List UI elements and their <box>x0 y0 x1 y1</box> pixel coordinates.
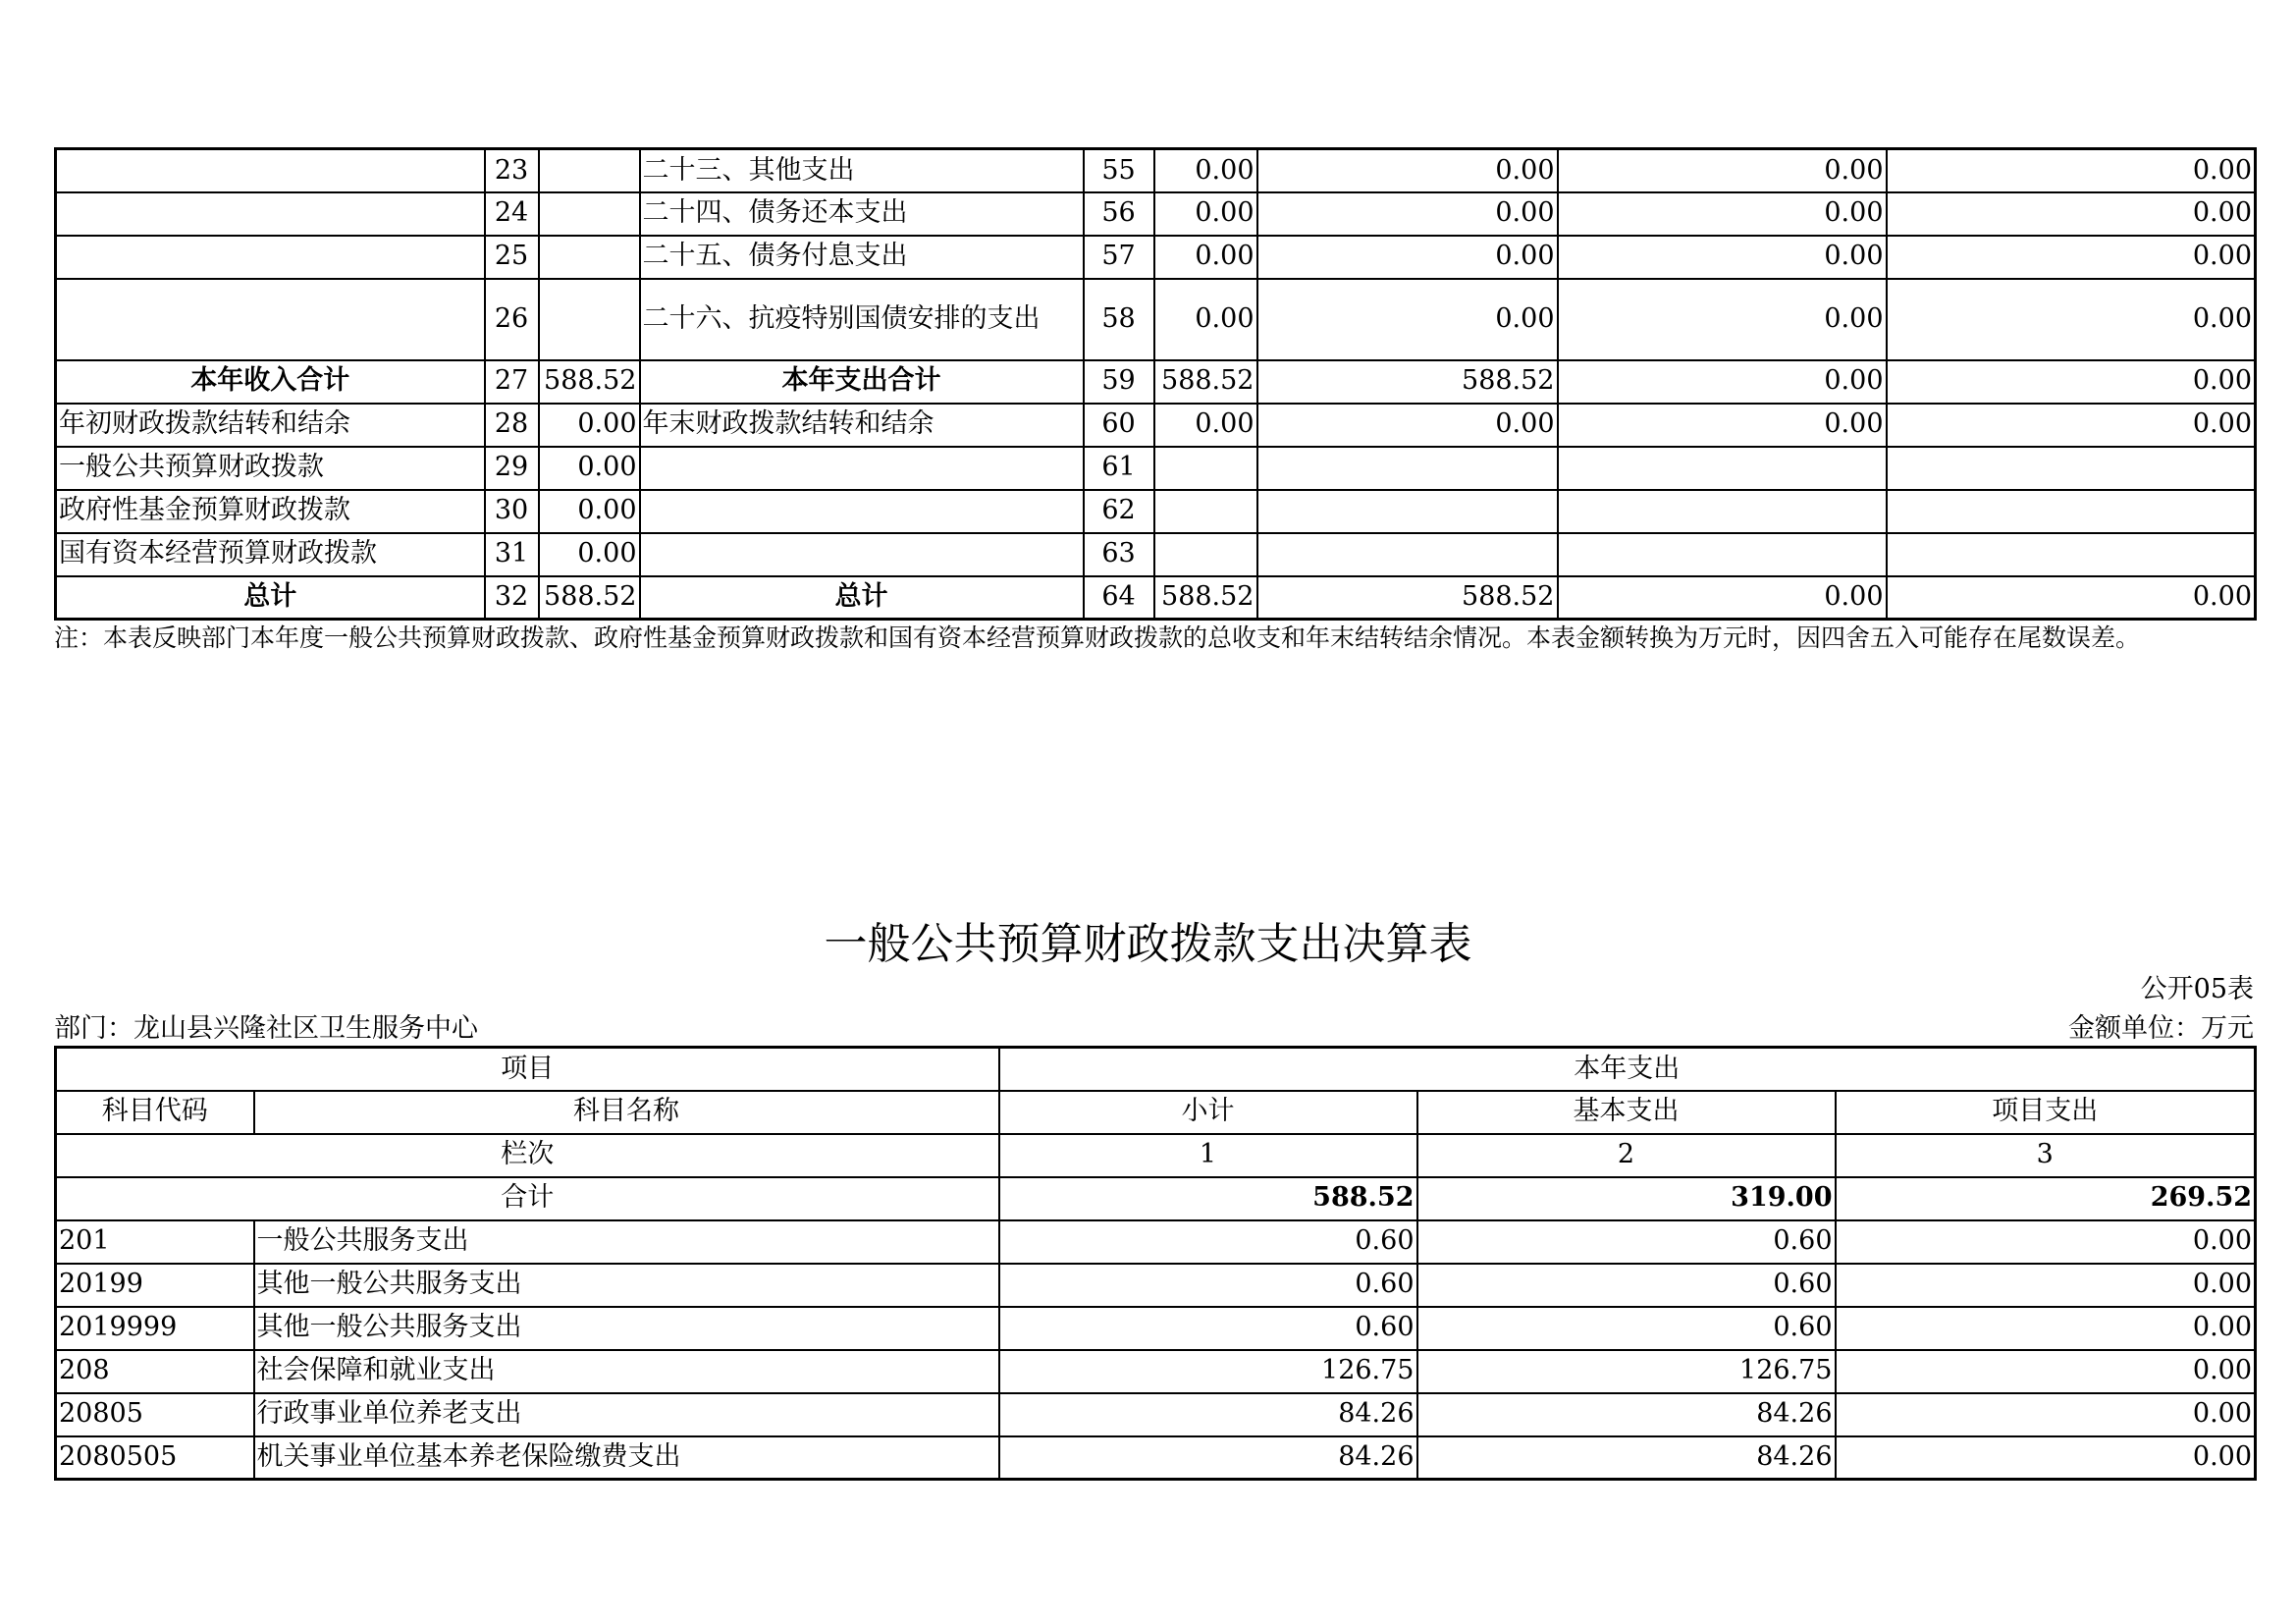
fund-budget-amount <box>1558 490 1887 533</box>
basic-amount: 126.75 <box>1417 1350 1836 1393</box>
subject-name: 其他一般公共服务支出 <box>254 1307 999 1350</box>
income-amount <box>539 279 640 360</box>
header-row-2 <box>56 1091 2256 1134</box>
total-project: 269.52 <box>1836 1177 2256 1220</box>
income-item: 国有资本经营预算财政拨款 <box>56 533 485 576</box>
expense-total: 0.00 <box>1154 404 1257 447</box>
general-budget-amount: 0.00 <box>1257 192 1558 236</box>
table-row <box>56 1436 2256 1480</box>
expense-total: 0.00 <box>1154 279 1257 360</box>
income-amount: 588.52 <box>539 576 640 620</box>
header-project: 项目 <box>56 1048 999 1091</box>
basic-amount: 0.60 <box>1417 1220 1836 1264</box>
subject-name: 机关事业单位基本养老保险缴费支出 <box>254 1436 999 1480</box>
expense-item <box>640 490 1084 533</box>
subject-code: 2019999 <box>56 1307 254 1350</box>
income-item: 总计 <box>56 576 485 620</box>
expense-total: 588.52 <box>1154 360 1257 404</box>
income-line-number: 29 <box>485 447 539 490</box>
expense-total: 0.00 <box>1154 236 1257 279</box>
expenditure-table <box>54 1046 2257 1481</box>
header-row-1 <box>56 1048 2256 1091</box>
expense-line-number: 56 <box>1084 192 1154 236</box>
subtotal-amount: 126.75 <box>999 1350 1417 1393</box>
expense-line-number: 57 <box>1084 236 1154 279</box>
subject-name: 其他一般公共服务支出 <box>254 1264 999 1307</box>
project-amount: 0.00 <box>1836 1307 2256 1350</box>
expense-line-number: 63 <box>1084 533 1154 576</box>
income-item <box>56 149 485 192</box>
income-amount: 0.00 <box>539 404 640 447</box>
subject-code: 2080505 <box>56 1436 254 1480</box>
total-row <box>56 1177 2256 1220</box>
subject-code: 208 <box>56 1350 254 1393</box>
subtotal-amount: 0.60 <box>999 1307 1417 1350</box>
income-item: 年初财政拨款结转和结余 <box>56 404 485 447</box>
table-row <box>56 192 2256 236</box>
table-row <box>56 404 2256 447</box>
general-budget-amount: 0.00 <box>1257 236 1558 279</box>
income-line-number: 32 <box>485 576 539 620</box>
amount-unit-label: 金额单位：万元 <box>2068 1013 2254 1044</box>
expense-line-number: 61 <box>1084 447 1154 490</box>
income-line-number: 25 <box>485 236 539 279</box>
subject-code: 201 <box>56 1220 254 1264</box>
project-amount: 0.00 <box>1836 1264 2256 1307</box>
state-capital-amount: 0.00 <box>1887 576 2256 620</box>
income-line-number: 28 <box>485 404 539 447</box>
expense-line-number: 59 <box>1084 360 1154 404</box>
subject-code: 20199 <box>56 1264 254 1307</box>
total-basic: 319.00 <box>1417 1177 1836 1220</box>
expense-line-number: 64 <box>1084 576 1154 620</box>
state-capital-amount: 0.00 <box>1887 236 2256 279</box>
header-basic: 基本支出 <box>1417 1091 1836 1134</box>
fund-budget-amount: 0.00 <box>1558 279 1887 360</box>
general-budget-amount: 0.00 <box>1257 149 1558 192</box>
header-project-exp: 项目支出 <box>1836 1091 2256 1134</box>
expenditure-table-body <box>56 1048 2256 1480</box>
header-code: 科目代码 <box>56 1091 254 1134</box>
total-label: 合计 <box>56 1177 999 1220</box>
income-amount <box>539 192 640 236</box>
project-amount: 0.00 <box>1836 1393 2256 1436</box>
expense-line-number: 58 <box>1084 279 1154 360</box>
fund-budget-amount: 0.00 <box>1558 360 1887 404</box>
general-budget-amount <box>1257 533 1558 576</box>
general-budget-amount <box>1257 447 1558 490</box>
table-row <box>56 576 2256 620</box>
table-row <box>56 1393 2256 1436</box>
income-line-number: 24 <box>485 192 539 236</box>
state-capital-amount: 0.00 <box>1887 404 2256 447</box>
income-amount <box>539 149 640 192</box>
table-row <box>56 1307 2256 1350</box>
basic-amount: 0.60 <box>1417 1264 1836 1307</box>
subject-code: 20805 <box>56 1393 254 1436</box>
header-name: 科目名称 <box>254 1091 999 1134</box>
income-item <box>56 192 485 236</box>
expense-total <box>1154 490 1257 533</box>
expense-item: 二十四、债务还本支出 <box>640 192 1084 236</box>
state-capital-amount <box>1887 447 2256 490</box>
subject-name: 社会保障和就业支出 <box>254 1350 999 1393</box>
expense-total: 588.52 <box>1154 576 1257 620</box>
income-amount <box>539 236 640 279</box>
column-1: 1 <box>999 1134 1417 1177</box>
subtotal-amount: 84.26 <box>999 1436 1417 1480</box>
expense-total: 0.00 <box>1154 149 1257 192</box>
expense-total <box>1154 533 1257 576</box>
expense-item: 二十五、债务付息支出 <box>640 236 1084 279</box>
expense-total <box>1154 447 1257 490</box>
fund-budget-amount <box>1558 533 1887 576</box>
state-capital-amount <box>1887 533 2256 576</box>
total-subtotal: 588.52 <box>999 1177 1417 1220</box>
column-3: 3 <box>1836 1134 2256 1177</box>
column-2: 2 <box>1417 1134 1836 1177</box>
expense-item: 二十六、抗疫特别国债安排的支出 <box>640 279 1084 360</box>
fund-budget-amount: 0.00 <box>1558 404 1887 447</box>
income-amount: 0.00 <box>539 490 640 533</box>
income-line-number: 30 <box>485 490 539 533</box>
state-capital-amount: 0.00 <box>1887 360 2256 404</box>
subject-name: 一般公共服务支出 <box>254 1220 999 1264</box>
table-note: 注：本表反映部门本年度一般公共预算财政拨款、政府性基金预算财政拨款和国有资本经营预算财政拨款的总收支和年末结转结余情况。本表金额转换为万元时，因四舍五入可能存在尾数误差。 <box>54 623 2141 652</box>
subtotal-amount: 84.26 <box>999 1393 1417 1436</box>
header-subtotal: 小计 <box>999 1091 1417 1134</box>
page-title: 一般公共预算财政拨款支出决算表 <box>824 919 1472 969</box>
state-capital-amount: 0.00 <box>1887 149 2256 192</box>
fund-budget-amount: 0.00 <box>1558 149 1887 192</box>
income-item: 政府性基金预算财政拨款 <box>56 490 485 533</box>
income-amount: 0.00 <box>539 447 640 490</box>
basic-amount: 0.60 <box>1417 1307 1836 1350</box>
income-item: 一般公共预算财政拨款 <box>56 447 485 490</box>
department-label: 部门：龙山县兴隆社区卫生服务中心 <box>54 1013 478 1044</box>
project-amount: 0.00 <box>1836 1436 2256 1480</box>
income-expense-summary-table <box>54 147 2257 621</box>
subtotal-amount: 0.60 <box>999 1220 1417 1264</box>
table-row <box>56 533 2256 576</box>
column-label: 栏次 <box>56 1134 999 1177</box>
expense-item <box>640 447 1084 490</box>
project-amount: 0.00 <box>1836 1220 2256 1264</box>
income-item: 本年收入合计 <box>56 360 485 404</box>
fund-budget-amount: 0.00 <box>1558 576 1887 620</box>
header-current-year: 本年支出 <box>999 1048 2256 1091</box>
general-budget-amount: 588.52 <box>1257 576 1558 620</box>
expense-item: 本年支出合计 <box>640 360 1084 404</box>
state-capital-amount: 0.00 <box>1887 279 2256 360</box>
basic-amount: 84.26 <box>1417 1436 1836 1480</box>
income-line-number: 23 <box>485 149 539 192</box>
income-amount: 588.52 <box>539 360 640 404</box>
table-row <box>56 490 2256 533</box>
expense-total: 0.00 <box>1154 192 1257 236</box>
expense-item: 二十三、其他支出 <box>640 149 1084 192</box>
subtotal-amount: 0.60 <box>999 1264 1417 1307</box>
general-budget-amount: 588.52 <box>1257 360 1558 404</box>
project-amount: 0.00 <box>1836 1350 2256 1393</box>
expense-item <box>640 533 1084 576</box>
table-row <box>56 1350 2256 1393</box>
form-code: 公开05表 <box>2140 974 2254 1004</box>
summary-table-body <box>56 149 2256 620</box>
expense-line-number: 62 <box>1084 490 1154 533</box>
expense-line-number: 60 <box>1084 404 1154 447</box>
income-line-number: 26 <box>485 279 539 360</box>
subject-name: 行政事业单位养老支出 <box>254 1393 999 1436</box>
income-line-number: 31 <box>485 533 539 576</box>
table-row <box>56 279 2256 360</box>
expense-line-number: 55 <box>1084 149 1154 192</box>
income-item <box>56 236 485 279</box>
table-row <box>56 360 2256 404</box>
expense-item: 年末财政拨款结转和结余 <box>640 404 1084 447</box>
general-budget-amount <box>1257 490 1558 533</box>
basic-amount: 84.26 <box>1417 1393 1836 1436</box>
fund-budget-amount <box>1558 447 1887 490</box>
state-capital-amount: 0.00 <box>1887 192 2256 236</box>
table-row <box>56 236 2256 279</box>
general-budget-amount: 0.00 <box>1257 279 1558 360</box>
fund-budget-amount: 0.00 <box>1558 236 1887 279</box>
table-row <box>56 447 2256 490</box>
column-index-row <box>56 1134 2256 1177</box>
state-capital-amount <box>1887 490 2256 533</box>
income-amount: 0.00 <box>539 533 640 576</box>
income-line-number: 27 <box>485 360 539 404</box>
table-row <box>56 1264 2256 1307</box>
table-row <box>56 149 2256 192</box>
income-item <box>56 279 485 360</box>
table-row <box>56 1220 2256 1264</box>
general-budget-amount: 0.00 <box>1257 404 1558 447</box>
expense-item: 总计 <box>640 576 1084 620</box>
fund-budget-amount: 0.00 <box>1558 192 1887 236</box>
